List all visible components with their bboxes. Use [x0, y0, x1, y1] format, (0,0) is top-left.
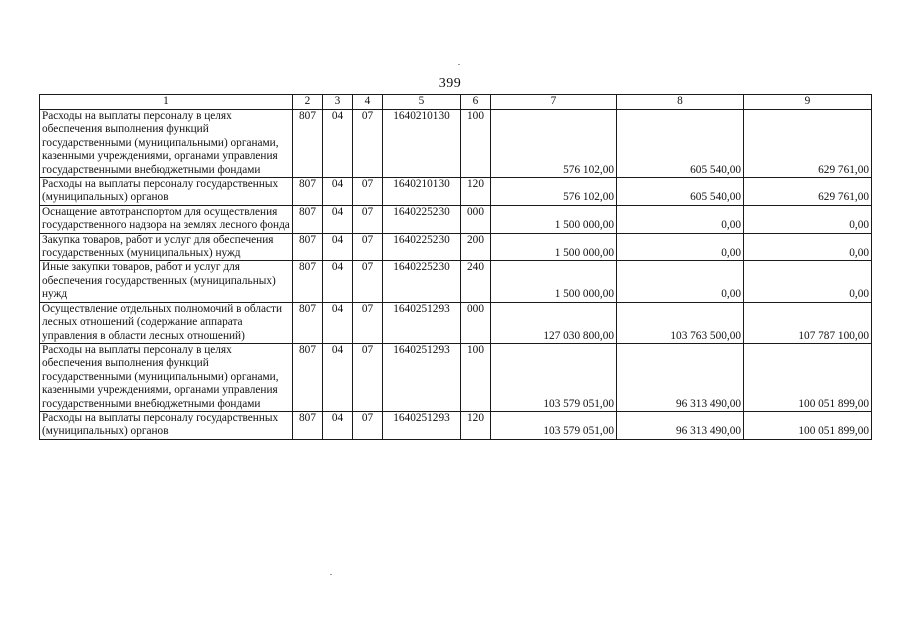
scan-speck	[330, 574, 332, 575]
cell-amount: 0,00	[617, 233, 744, 261]
row-description: Оснащение автотранспортом для осуществления государственного надзора на землях лесного фонда	[40, 205, 293, 233]
cell-expense-type: 120	[461, 178, 491, 206]
cell-expense-type: 120	[461, 411, 491, 439]
cell-target-article: 1640225230	[383, 261, 461, 302]
cell-section: 04	[323, 110, 353, 178]
table-row	[40, 261, 872, 302]
cell-target-article: 1640225230	[383, 205, 461, 233]
cell-admin-code: 807	[293, 205, 323, 233]
cell-section: 04	[323, 178, 353, 206]
scan-speck	[458, 64, 460, 65]
cell-subsection: 07	[353, 205, 383, 233]
column-header: 5	[383, 95, 461, 110]
cell-amount: 0,00	[744, 261, 872, 302]
row-description: Расходы на выплаты персоналу государственных (муниципальных) органов	[40, 178, 293, 206]
cell-amount: 100 051 899,00	[744, 411, 872, 439]
cell-amount: 0,00	[744, 233, 872, 261]
row-description: Иные закупки товаров, работ и услуг для обеспечения государственных (муниципальных) нужд	[40, 261, 293, 302]
cell-amount: 96 313 490,00	[617, 343, 744, 411]
cell-admin-code: 807	[293, 178, 323, 206]
cell-amount: 605 540,00	[617, 110, 744, 178]
cell-expense-type: 100	[461, 343, 491, 411]
cell-amount: 103 579 051,00	[491, 343, 617, 411]
cell-section: 04	[323, 261, 353, 302]
row-description: Осуществление отдельных полномочий в области лесных отношений (содержание аппарата управления в области лесных отношений)	[40, 302, 293, 343]
cell-amount: 576 102,00	[491, 110, 617, 178]
column-header: 1	[40, 95, 293, 110]
cell-amount: 629 761,00	[744, 110, 872, 178]
cell-amount: 0,00	[744, 205, 872, 233]
cell-admin-code: 807	[293, 302, 323, 343]
cell-amount: 0,00	[617, 261, 744, 302]
cell-amount: 1 500 000,00	[491, 205, 617, 233]
cell-target-article: 1640251293	[383, 411, 461, 439]
cell-target-article: 1640210130	[383, 110, 461, 178]
cell-amount: 100 051 899,00	[744, 343, 872, 411]
cell-amount: 103 579 051,00	[491, 411, 617, 439]
cell-amount: 96 313 490,00	[617, 411, 744, 439]
cell-amount: 107 787 100,00	[744, 302, 872, 343]
table-row	[40, 205, 872, 233]
cell-admin-code: 807	[293, 343, 323, 411]
column-header: 4	[353, 95, 383, 110]
column-header: 7	[491, 95, 617, 110]
cell-amount: 0,00	[617, 205, 744, 233]
cell-target-article: 1640251293	[383, 343, 461, 411]
cell-subsection: 07	[353, 343, 383, 411]
budget-table	[39, 94, 872, 440]
cell-target-article: 1640225230	[383, 233, 461, 261]
cell-amount: 605 540,00	[617, 178, 744, 206]
cell-subsection: 07	[353, 261, 383, 302]
column-header: 3	[323, 95, 353, 110]
column-header: 8	[617, 95, 744, 110]
table-row	[40, 411, 872, 439]
column-header: 6	[461, 95, 491, 110]
cell-expense-type: 200	[461, 233, 491, 261]
cell-subsection: 07	[353, 411, 383, 439]
cell-expense-type: 000	[461, 302, 491, 343]
column-header: 9	[744, 95, 872, 110]
row-description: Расходы на выплаты персоналу государственных (муниципальных) органов	[40, 411, 293, 439]
table-row	[40, 302, 872, 343]
cell-subsection: 07	[353, 302, 383, 343]
cell-section: 04	[323, 205, 353, 233]
cell-amount: 127 030 800,00	[491, 302, 617, 343]
cell-section: 04	[323, 233, 353, 261]
cell-admin-code: 807	[293, 233, 323, 261]
cell-amount: 103 763 500,00	[617, 302, 744, 343]
cell-section: 04	[323, 302, 353, 343]
cell-expense-type: 240	[461, 261, 491, 302]
cell-amount: 576 102,00	[491, 178, 617, 206]
cell-target-article: 1640251293	[383, 302, 461, 343]
cell-subsection: 07	[353, 233, 383, 261]
table-row	[40, 233, 872, 261]
cell-admin-code: 807	[293, 411, 323, 439]
cell-expense-type: 100	[461, 110, 491, 178]
cell-admin-code: 807	[293, 261, 323, 302]
cell-amount: 1 500 000,00	[491, 261, 617, 302]
row-description: Расходы на выплаты персоналу в целях обеспечения выполнения функций государственными (муниципальными) органами, казенными учреждениями, органами управления государственными внебюджетными фондами	[40, 343, 293, 411]
cell-subsection: 07	[353, 110, 383, 178]
cell-section: 04	[323, 411, 353, 439]
row-description: Расходы на выплаты персоналу в целях обеспечения выполнения функций государственными (муниципальными) органами, казенными учреждениями, органами управления государственными внебюджетными фондами	[40, 110, 293, 178]
cell-subsection: 07	[353, 178, 383, 206]
cell-amount: 629 761,00	[744, 178, 872, 206]
cell-target-article: 1640210130	[383, 178, 461, 206]
row-description: Закупка товаров, работ и услуг для обеспечения государственных (муниципальных) нужд	[40, 233, 293, 261]
table-row	[40, 110, 872, 178]
cell-section: 04	[323, 343, 353, 411]
header-row	[40, 95, 872, 110]
cell-amount: 1 500 000,00	[491, 233, 617, 261]
table-row	[40, 178, 872, 206]
cell-admin-code: 807	[293, 110, 323, 178]
page-number: 399	[438, 76, 462, 91]
cell-expense-type: 000	[461, 205, 491, 233]
table-row	[40, 343, 872, 411]
column-header: 2	[293, 95, 323, 110]
